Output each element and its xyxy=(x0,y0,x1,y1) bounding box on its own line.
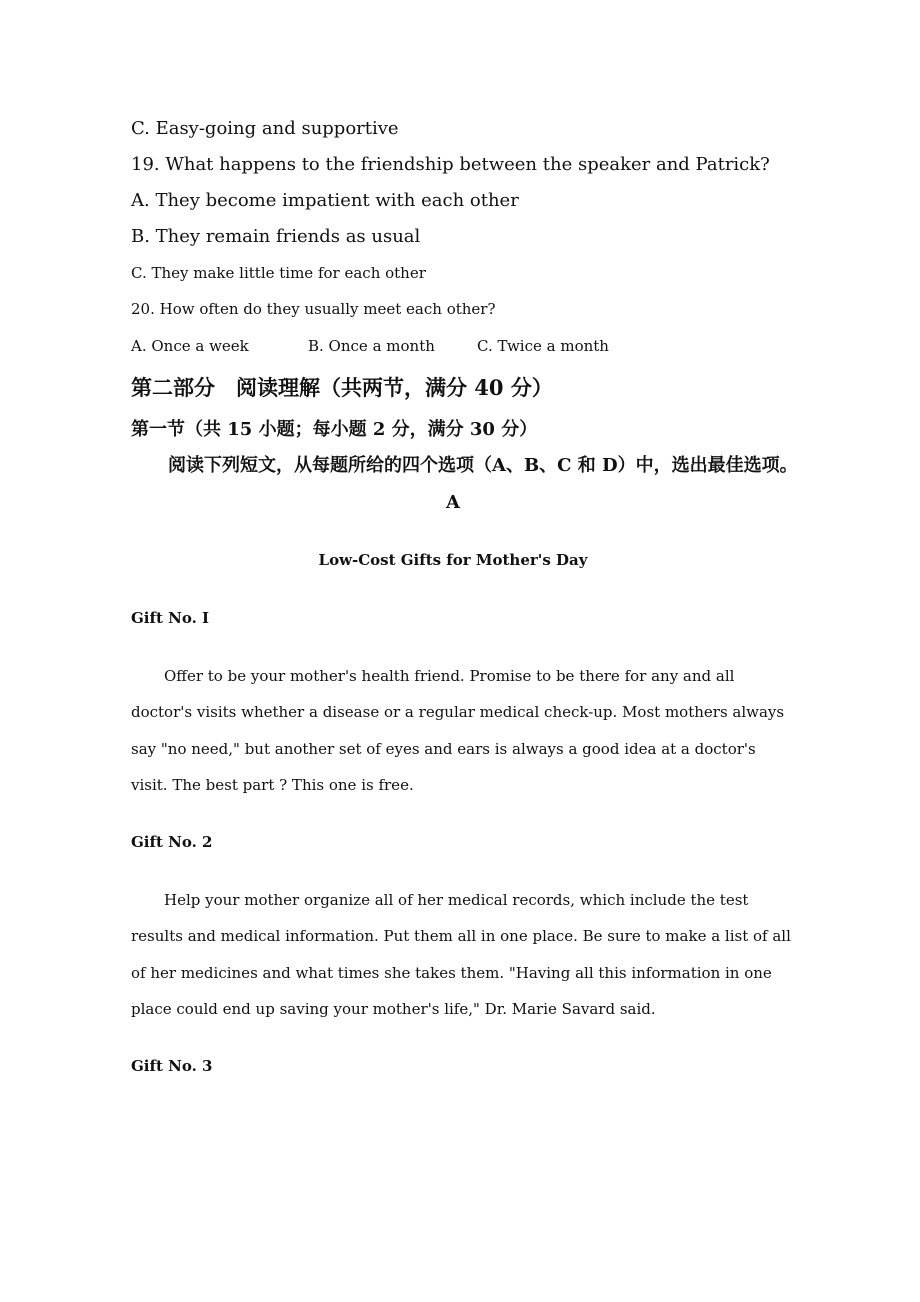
part2-heading: 第二部分 阅读理解（共两节，满分 40 分） xyxy=(131,375,553,400)
passage-title: Low-Cost Gifts for Mother's Day xyxy=(318,551,588,569)
section1-heading: 第一节（共 15 小题；每小题 2 分，满分 30 分） xyxy=(131,419,538,440)
q20-option-c: C. Twice a month xyxy=(477,337,609,355)
gift-1-text: Offer to be your mother's health friend. Promise to be there for any and all doctor's visits whether a disease or a regular medical check-up. Most mothers always say "no need," but another set of eyes and ears is always a good idea at a doctor's visit. The best part ? This one is free. xyxy=(131,667,785,794)
gift-2-text: Help your mother organize all of her medical records, which include the test results and medical information. Put them all in one place. Be sure to make a list of all of her medicines and what times she takes them. "Having all this information in one place could end up saving your mother's life," Dr. Marie Savard said. xyxy=(131,891,791,1018)
q20-option-b: B. Once a month xyxy=(308,337,435,355)
gift-2-heading: Gift No. 2 xyxy=(131,833,213,851)
q19-question: 19. What happens to the friendship between the speaker and Patrick? xyxy=(131,154,770,175)
q20-question: 20. How often do they usually meet each other? xyxy=(131,300,496,318)
q19-option-c: C. They make little time for each other xyxy=(131,264,426,282)
q20-option-a: A. Once a week xyxy=(131,337,249,355)
q19-option-b: B. They remain friends as usual xyxy=(131,226,421,247)
q19-option-a: A. They become impatient with each other xyxy=(131,190,519,211)
passage-label: A xyxy=(446,492,460,513)
reading-instruction: 阅读下列短文，从每题所给的四个选项（A、B、C 和 D）中，选出最佳选项。 xyxy=(168,455,798,476)
q18-option-c: C. Easy-going and supportive xyxy=(131,118,399,139)
gift-1-heading: Gift No. I xyxy=(131,609,210,627)
gift-3-heading: Gift No. 3 xyxy=(131,1057,213,1075)
